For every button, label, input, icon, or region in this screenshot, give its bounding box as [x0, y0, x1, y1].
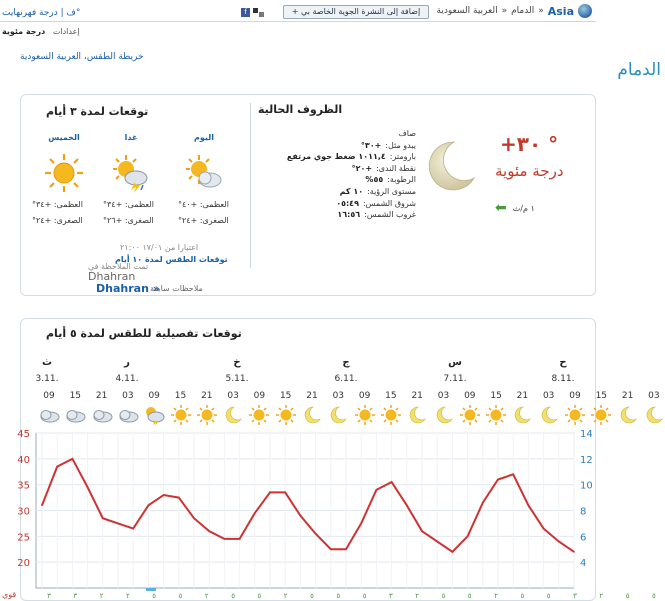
- right-tick-label: 4: [580, 558, 587, 570]
- data-point: [345, 548, 347, 550]
- hour-label: 21: [201, 391, 213, 401]
- globe-icon: [578, 4, 592, 18]
- data-point: [573, 551, 575, 553]
- wind-strength-value: ٢: [599, 592, 604, 600]
- unit-current: درجة مئوية: [2, 27, 46, 36]
- breadcrumb: [437, 4, 592, 18]
- sun-cloud-icon: [184, 153, 224, 193]
- sun-icon: [564, 404, 586, 426]
- cloud-icon: [38, 404, 60, 426]
- moon-icon: [327, 404, 349, 426]
- hour-label: 15: [174, 391, 187, 401]
- top-bar: [0, 0, 596, 22]
- left-tick-label: 40: [17, 454, 30, 466]
- hour-label: 21: [516, 391, 529, 401]
- condition-row: [264, 128, 416, 140]
- thursday-max: العظمى: +٣٤°: [32, 200, 83, 209]
- day-date: 4.11.: [115, 374, 139, 384]
- data-point: [543, 528, 545, 530]
- data-point: [528, 505, 530, 507]
- right-tick-label: 12: [580, 454, 593, 466]
- add-to-my-forecast-button[interactable]: + إضافة إلى النشرة الجوية الخاصة بي: [283, 5, 429, 19]
- day-date: 6.11.: [334, 374, 358, 384]
- condition-value: ٥٥%: [365, 175, 384, 185]
- right-tick-label: 8: [580, 506, 587, 518]
- data-point: [41, 505, 43, 507]
- wind-strength-value: ٣: [73, 592, 78, 600]
- cloud-icon: [91, 404, 113, 426]
- hour-label: 15: [385, 391, 397, 401]
- hour-label: 09: [464, 391, 476, 401]
- hour-label: 15: [69, 391, 82, 401]
- share-icon[interactable]: [253, 8, 265, 17]
- data-point: [102, 517, 104, 519]
- station-name: Dhahran: [88, 270, 136, 283]
- forecast-day-thursday: الخميس: [48, 133, 80, 142]
- wind-strength-value: ٢: [283, 592, 288, 600]
- sun-storm-icon: [111, 153, 151, 193]
- moon-icon: [301, 404, 323, 426]
- forecast-5-day-title: توقعات تفصيلية للطقس لمدة ٥ أيام: [46, 327, 242, 340]
- current-temperature: +٣٠ °: [500, 132, 559, 156]
- weather-map-link[interactable]: خريطة الطقس، العربية السعودية: [20, 52, 144, 62]
- station-link[interactable]: Dhahran »: [96, 282, 160, 295]
- condition-label: شروق الشمس:: [362, 198, 416, 208]
- wind-strength-label: قوي: [2, 590, 17, 599]
- day-letter: ث: [41, 357, 53, 368]
- observed-time: اعتبارا من ١٧/٠١ ٢١:٠٠: [120, 243, 199, 252]
- wind-strength-value: ٥: [231, 592, 235, 600]
- storm-icon: [143, 404, 165, 426]
- day-date: 8.11.: [551, 374, 575, 384]
- right-tick-label: 6: [580, 532, 587, 544]
- wind-strength-value: ٢: [204, 592, 209, 600]
- temperature-chart: [0, 428, 596, 601]
- current-temperature-unit: درجة مئوية: [495, 162, 564, 180]
- hour-label: 09: [253, 391, 266, 401]
- wind-strength-value: ٥: [362, 592, 367, 600]
- wind-strength-value: ٥: [336, 592, 341, 600]
- day-letter: خ: [233, 357, 241, 368]
- wind-strength-value: ٥: [652, 592, 656, 600]
- hour-label: 03: [542, 391, 555, 401]
- left-tick-label: 35: [17, 480, 30, 492]
- wind-strength-value: ٥: [257, 592, 262, 600]
- condition-value: ٠٥:٤٩: [336, 198, 359, 208]
- data-point: [421, 530, 423, 532]
- sun-icon: [170, 404, 192, 426]
- data-point: [467, 536, 469, 538]
- wind-strength-value: ٢: [415, 592, 420, 600]
- condition-value: ١٠١١,٤ ضغط جوي مرتفع: [286, 152, 386, 162]
- data-point: [376, 489, 378, 491]
- day-letter: س: [448, 357, 462, 368]
- wind-strength-value: ٢: [99, 592, 104, 600]
- condition-row: [264, 198, 416, 210]
- wind-strength-value: ٣: [47, 592, 51, 600]
- previous-observations-link[interactable]: ملاحظات سابقة: [150, 284, 203, 293]
- city-title: الدمام: [617, 60, 661, 80]
- moon-icon: [424, 138, 478, 192]
- data-point: [497, 479, 499, 481]
- wind-speed: ١ م/ث: [512, 203, 535, 213]
- sun-icon: [590, 404, 612, 426]
- left-tick-label: 25: [17, 532, 30, 544]
- condition-label: الرطوبة:: [387, 175, 416, 185]
- sun-icon: [44, 153, 84, 193]
- right-tick-label: 10: [580, 480, 593, 492]
- hour-label: 21: [95, 391, 108, 401]
- data-point: [269, 492, 271, 494]
- data-point: [315, 533, 317, 535]
- moon-icon: [617, 404, 639, 426]
- settings-row: [2, 27, 80, 36]
- data-point: [148, 505, 150, 507]
- data-point: [406, 505, 408, 507]
- hour-label: 09: [148, 391, 160, 401]
- wind-arrow-icon: ⬅: [495, 200, 507, 216]
- wind-strength-value: ٥: [310, 592, 314, 600]
- wind-strength-value: ٥: [178, 592, 183, 600]
- data-point: [224, 538, 226, 540]
- condition-label: بارومتر:: [389, 152, 416, 162]
- hour-label: 21: [411, 391, 423, 401]
- sun-icon: [354, 404, 376, 426]
- condition-row: [264, 174, 416, 186]
- thursday-min: الصغرى: +٢٤°: [32, 216, 83, 225]
- tomorrow-min: الصغرى: +٢٦°: [103, 216, 154, 225]
- hour-label: 15: [595, 391, 608, 401]
- hour-label: 03: [332, 391, 345, 401]
- data-point: [163, 494, 165, 496]
- condition-label: نقطة الندى:: [376, 163, 416, 173]
- data-point: [178, 497, 180, 499]
- observed-at-label: تمت الملاحظة في: [88, 262, 149, 271]
- wind-strength-value: ٥: [625, 592, 630, 600]
- sun-icon: [485, 404, 507, 426]
- hour-label: 21: [306, 391, 318, 401]
- left-tick-label: 30: [17, 506, 30, 518]
- condition-row: [264, 209, 416, 221]
- data-point: [117, 523, 119, 525]
- left-tick-label: 20: [17, 558, 30, 570]
- moon-icon: [406, 404, 428, 426]
- wind-strength-value: ٥: [152, 592, 157, 600]
- data-point: [360, 523, 362, 525]
- cloud-icon: [64, 404, 86, 426]
- current-conditions-list: [264, 128, 416, 221]
- sun-icon: [248, 404, 270, 426]
- fahrenheit-link[interactable]: °ف | درجة فهرنهايت: [2, 8, 81, 18]
- scroll-marker: [146, 588, 156, 591]
- moon-icon: [511, 404, 533, 426]
- left-tick-label: 45: [17, 429, 30, 440]
- condition-row: [264, 140, 416, 152]
- forecast-day-tomorrow: غدا: [124, 133, 138, 142]
- hour-label: 03: [122, 391, 134, 401]
- hour-label: 03: [437, 391, 450, 401]
- day-date: 3.11.: [35, 374, 59, 384]
- hour-label: 15: [490, 391, 502, 401]
- hour-label: 03: [227, 391, 239, 401]
- condition-row: [264, 163, 416, 175]
- data-point: [254, 512, 256, 514]
- breadcrumb-asia[interactable]: Asia: [547, 4, 574, 18]
- condition-value: ١٦:٥٦: [337, 210, 361, 220]
- day-letter: ح: [559, 357, 567, 368]
- data-point: [193, 517, 195, 519]
- condition-label: غروب الشمس:: [364, 210, 416, 220]
- data-point: [391, 481, 393, 483]
- day-date: 5.11.: [225, 374, 249, 384]
- wind-strength-value: ٣: [389, 592, 393, 600]
- wind-strength-value: ٥: [467, 592, 472, 600]
- forecast-10-day-link[interactable]: توقعات الطقس لمدة ١٠ أيام: [115, 255, 228, 264]
- tomorrow-max: العظمى: +٣٤°: [103, 200, 154, 209]
- hour-label: 09: [358, 391, 371, 401]
- data-point: [132, 528, 134, 530]
- data-point: [452, 551, 454, 553]
- divider: [250, 103, 251, 268]
- hour-label: 03: [648, 391, 660, 401]
- data-point: [56, 466, 58, 468]
- moon-icon: [538, 404, 560, 426]
- data-point: [482, 502, 484, 504]
- hour-label: 09: [43, 391, 55, 401]
- moon-icon: [643, 404, 665, 426]
- breadcrumb-city[interactable]: الدمام: [511, 6, 535, 16]
- wind-strength-value: ٥: [520, 592, 525, 600]
- day-letter: ر: [124, 357, 130, 368]
- data-point: [239, 538, 241, 540]
- chevron-icon: «: [538, 6, 544, 16]
- wind-strength-value: ٥: [546, 592, 551, 600]
- data-point: [284, 492, 286, 494]
- sun-icon: [196, 404, 218, 426]
- condition-row: [264, 151, 416, 163]
- sun-icon: [380, 404, 402, 426]
- wind-info: [495, 200, 535, 216]
- data-point: [512, 474, 514, 476]
- data-point: [330, 548, 332, 550]
- condition-label: يبدو مثل:: [385, 140, 416, 150]
- wind-strength-value: ٣: [573, 592, 577, 600]
- today-max: العظمى: +٤٠°: [178, 200, 229, 209]
- cloud-icon: [117, 404, 139, 426]
- moon-icon: [222, 404, 244, 426]
- breadcrumb-country[interactable]: العربية السعودية: [436, 6, 498, 16]
- today-min: الصغرى: +٢٤°: [178, 216, 229, 225]
- chevron-icon: «: [501, 6, 508, 16]
- current-conditions-title: الظروف الحالية: [258, 103, 343, 116]
- forecast-3-day-title: توقعات لمدة ٣ أيام: [46, 105, 149, 118]
- day-letter: ج: [342, 357, 350, 368]
- data-point: [208, 530, 210, 532]
- data-point: [436, 541, 438, 543]
- data-point: [300, 515, 302, 517]
- data-point: [72, 458, 74, 460]
- wind-strength-value: ٢: [494, 592, 498, 600]
- forecast-day-today: اليوم: [194, 133, 214, 142]
- facebook-icon[interactable]: f: [241, 8, 250, 17]
- condition-value: +٣٠°: [360, 140, 382, 150]
- wind-strength-value: ٢: [126, 592, 130, 600]
- data-point: [558, 541, 560, 543]
- day-date: 7.11.: [443, 374, 467, 384]
- condition-value: +٢٠°: [351, 163, 373, 173]
- right-tick-label: 14: [580, 429, 593, 440]
- condition-value: ١٠ كم: [339, 186, 364, 196]
- condition-row: [264, 186, 416, 198]
- sun-icon: [459, 404, 481, 426]
- hour-label: 15: [279, 391, 292, 401]
- condition-label: مستوى الرؤية:: [367, 186, 416, 196]
- wind-strength-value: ٥: [441, 592, 446, 600]
- hour-label: 09: [569, 391, 581, 401]
- moon-icon: [433, 404, 455, 426]
- data-point: [87, 486, 89, 488]
- hour-label: 21: [621, 391, 634, 401]
- sun-icon: [275, 404, 297, 426]
- settings-link[interactable]: إعدادات: [52, 27, 80, 36]
- condition-label: صاف: [398, 129, 416, 138]
